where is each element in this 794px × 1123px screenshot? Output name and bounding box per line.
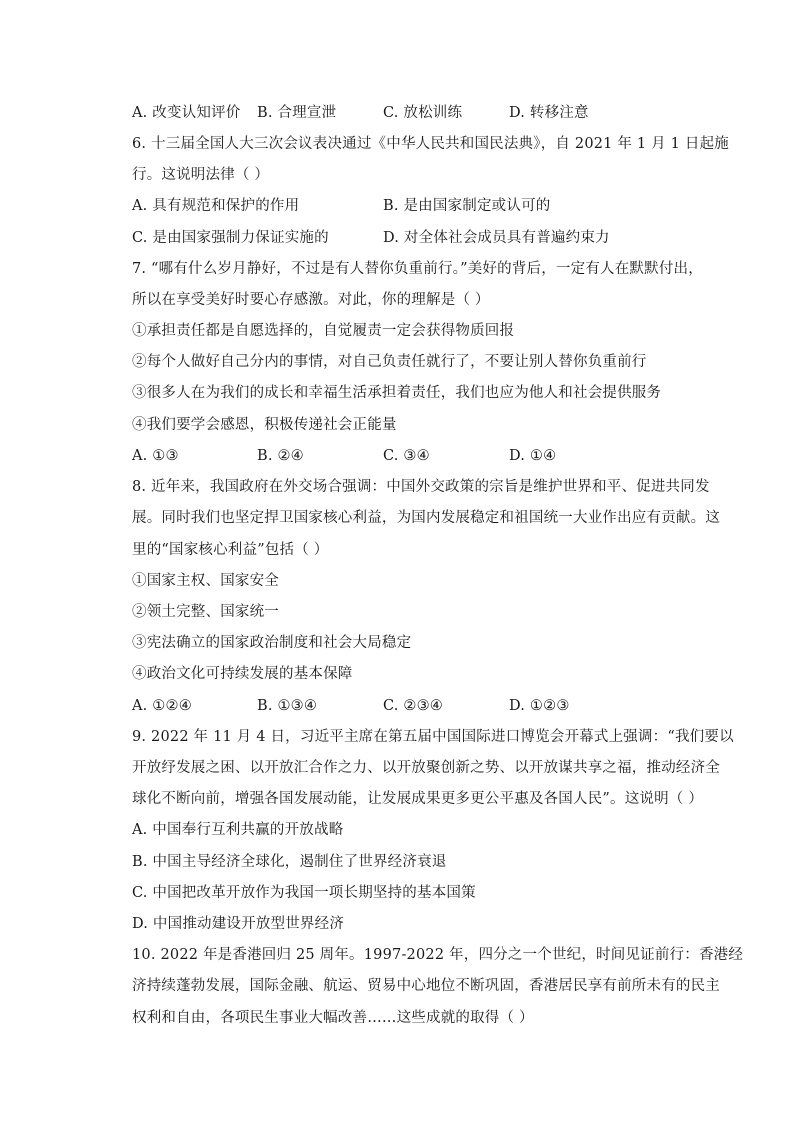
q8-stem-line3: 里的“国家核心利益”包括（ ）	[132, 542, 329, 558]
q7-statement-4: ④我们要学会感恩，积极传递社会正能量	[132, 417, 397, 433]
q5-option-c: C. 放松训练	[383, 105, 463, 121]
q8-stem-line1: 8. 近年来，我国政府在外交场合强调：中国外交政策的宗旨是维护世界和平、促进共同发	[132, 479, 710, 495]
q6-option-d: D. 对全体社会成员具有普遍约束力	[383, 230, 610, 246]
q8-statement-3: ③宪法确立的国家政治制度和社会大局稳定	[132, 635, 412, 651]
q7-option-c: C. ③④	[383, 448, 430, 464]
q10-stem-line2: 济持续蓬勃发展，国际金融、航运、贸易中心地位不断巩固，香港居民享有前所未有的民主	[132, 978, 720, 994]
q7-statement-3: ③很多人在为我们的成长和幸福生活承担着责任，我们也应为他人和社会提供服务	[132, 385, 662, 401]
q7-statement-1: ①承担责任都是自愿选择的，自觉履责一定会获得物质回报	[132, 323, 515, 339]
q8-option-c: C. ②③④	[383, 698, 443, 714]
q7-option-b: B. ②④	[257, 448, 304, 464]
q6-option-b: B. 是由国家制定或认可的	[383, 198, 551, 214]
q7-option-d: D. ①④	[509, 448, 557, 464]
q9-stem-line3: 球化不断向前，增强各国发展动能，让发展成果更多更公平惠及各国人民”。这说明（ ）	[132, 791, 704, 807]
q8-statement-2: ②领土完整、国家统一	[132, 604, 279, 620]
q10-stem-line3: 权利和自由，各项民生事业大幅改善……这些成就的取得（ ）	[132, 1010, 534, 1026]
q7-option-a: A. ①③	[132, 448, 179, 464]
q8-option-d: D. ①②③	[509, 698, 570, 714]
q9-option-a: A. 中国奉行互利共赢的开放战略	[132, 822, 344, 838]
q6-option-a: A. 具有规范和保护的作用	[132, 198, 300, 214]
q10-stem-line1: 10. 2022 年是香港回归 25 周年。1997-2022 年，四分之一个世纪，时间见证前行：香港经	[132, 947, 744, 963]
q8-statement-4: ④政治文化可持续发展的基本保障	[132, 666, 353, 682]
q9-option-c: C. 中国把改革开放作为我国一项长期坚持的基本国策	[132, 885, 476, 901]
q6-stem-line1: 6. 十三届全国人大三次会议表决通过《中华人民共和国民法典》，自 2021 年 1 月 1 日起施	[132, 136, 729, 152]
q9-option-b: B. 中国主导经济全球化，遏制住了世界经济衰退	[132, 854, 447, 870]
q5-option-a: A. 改变认知评价	[132, 105, 241, 121]
q7-statement-2: ②每个人做好自己分内的事情，对自己负责任就行了，不要让别人替你负重前行	[132, 354, 647, 370]
q6-stem-line2: 行。这说明法律（ ）	[132, 167, 270, 183]
q7-stem-line1: 7. “哪有什么岁月静好，不过是有人替你负重前行。”美好的背后，一定有人在默默付出，	[132, 261, 703, 277]
q9-stem-line1: 9. 2022 年 11 月 4 日，习近平主席在第五届中国国际进口博览会开幕式上强调：“我们要以	[132, 729, 734, 745]
q8-option-a: A. ①②④	[132, 698, 192, 714]
q5-option-b: B. 合理宣泄	[257, 105, 337, 121]
q8-statement-1: ①国家主权、国家安全	[132, 573, 279, 589]
q8-stem-line2: 展。同时我们也坚定捍卫国家核心利益，为国内发展稳定和祖国统一大业作出应有贡献。这	[132, 510, 720, 526]
q9-option-d: D. 中国推动建设开放型世界经济	[132, 916, 345, 932]
q6-option-c: C. 是由国家强制力保证实施的	[132, 230, 329, 246]
q7-stem-line2: 所以在享受美好时要心存感激。对此，你的理解是（ ）	[132, 292, 490, 308]
q8-option-b: B. ①③④	[257, 698, 318, 714]
q9-stem-line2: 开放纾发展之困、以开放汇合作之力、以开放聚创新之势、以开放谋共享之福，推动经济全	[132, 760, 720, 776]
q5-option-d: D. 转移注意	[509, 105, 589, 121]
